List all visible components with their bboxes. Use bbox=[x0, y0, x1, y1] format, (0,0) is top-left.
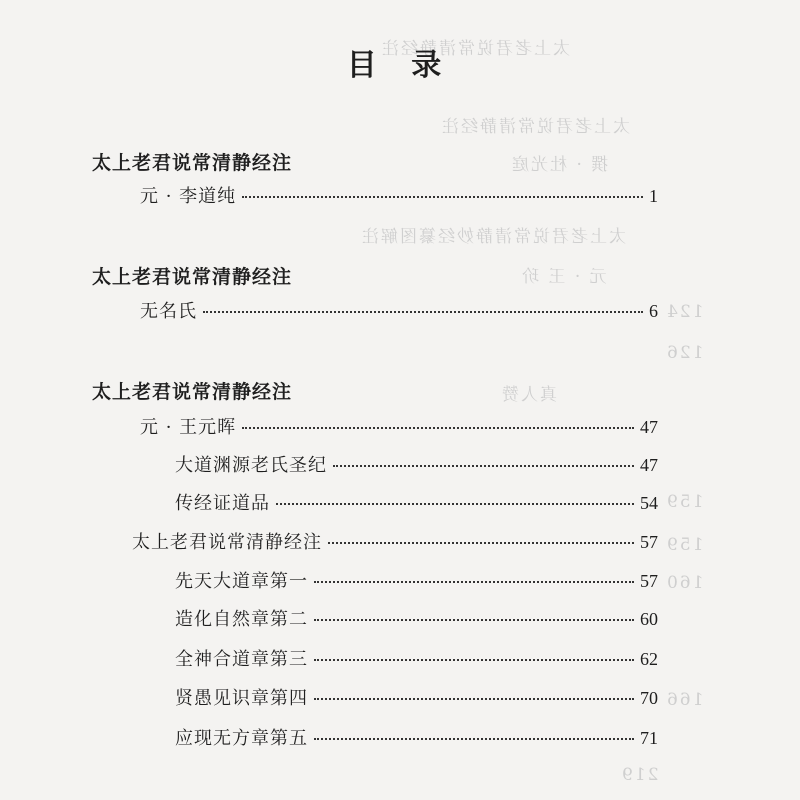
toc-entry[interactable] bbox=[132, 528, 658, 554]
toc-entry-label: 大道渊源老氏圣纪 bbox=[175, 455, 327, 476]
toc-entry[interactable] bbox=[175, 489, 658, 515]
section-heading: 太上老君说常清静经注 bbox=[92, 381, 293, 403]
bleed-through-text: 真人赞 bbox=[500, 385, 557, 405]
toc-entry[interactable] bbox=[175, 724, 658, 750]
dot-leader bbox=[314, 738, 634, 740]
toc-entry[interactable] bbox=[175, 605, 658, 631]
toc-entry[interactable] bbox=[175, 567, 658, 593]
toc-entry[interactable] bbox=[140, 182, 658, 208]
toc-entry[interactable] bbox=[175, 451, 658, 477]
toc-entry-label: 元 · 王元晖 bbox=[140, 417, 237, 438]
dot-leader bbox=[276, 503, 634, 505]
toc-entry-page: 57 bbox=[640, 571, 658, 591]
toc-entry-label: 传经证道品 bbox=[175, 493, 270, 514]
bleed-through-text: 126 bbox=[665, 343, 704, 363]
section-heading: 太上老君说常清静经注 bbox=[92, 266, 293, 288]
dot-leader bbox=[203, 311, 643, 313]
toc-entry[interactable] bbox=[140, 297, 658, 323]
bleed-through-text: 太上老君说常清静妙经纂图解注 bbox=[360, 227, 626, 247]
bleed-through-text: 124 bbox=[665, 302, 704, 322]
toc-entry[interactable] bbox=[175, 684, 658, 710]
bleed-through-text: 撰 · 杜光庭 bbox=[510, 155, 609, 175]
toc-entry-page: 60 bbox=[640, 609, 658, 629]
dot-leader bbox=[314, 659, 634, 661]
bleed-through-text: 太上老君说常清静经注 bbox=[440, 117, 630, 137]
toc-entry-page: 47 bbox=[640, 417, 658, 437]
toc-entry-page: 47 bbox=[640, 455, 658, 475]
toc-entry[interactable] bbox=[175, 645, 658, 671]
toc-entry-label: 贤愚见识章第四 bbox=[175, 688, 308, 709]
page-title: 目 录 bbox=[346, 48, 454, 83]
toc-entry-label: 造化自然章第二 bbox=[175, 609, 308, 630]
bleed-through-text: 159 bbox=[665, 492, 704, 512]
dot-leader bbox=[328, 542, 634, 544]
toc-entry-label: 太上老君说常清静经注 bbox=[132, 532, 322, 553]
bleed-through-text: 元 · 王 玠 bbox=[520, 267, 607, 287]
dot-leader bbox=[314, 581, 634, 583]
toc-entry[interactable] bbox=[140, 413, 658, 439]
dot-leader bbox=[314, 619, 634, 621]
toc-entry-label: 先天大道章第一 bbox=[175, 571, 308, 592]
section-heading: 太上老君说常清静经注 bbox=[92, 152, 293, 174]
toc-entry-page: 71 bbox=[640, 728, 658, 748]
toc-entry-page: 6 bbox=[649, 301, 658, 321]
toc-entry-label: 元 · 李道纯 bbox=[140, 186, 237, 207]
bleed-through-text: 159 bbox=[665, 535, 704, 555]
bleed-through-text: 219 bbox=[620, 765, 659, 785]
dot-leader bbox=[333, 465, 634, 467]
bleed-through-text: 太上老君说常清静经注 bbox=[380, 39, 570, 59]
toc-entry-page: 70 bbox=[640, 688, 658, 708]
toc-entry-page: 62 bbox=[640, 649, 658, 669]
dot-leader bbox=[242, 427, 634, 429]
toc-entry-page: 1 bbox=[649, 186, 658, 206]
dot-leader bbox=[242, 196, 643, 198]
bleed-through-text: 160 bbox=[665, 573, 704, 593]
toc-entry-page: 54 bbox=[640, 493, 658, 513]
dot-leader bbox=[314, 698, 634, 700]
bleed-through-text: 166 bbox=[665, 690, 704, 710]
toc-entry-label: 无名氏 bbox=[140, 301, 197, 322]
toc-entry-label: 全神合道章第三 bbox=[175, 649, 308, 670]
toc-entry-label: 应现无方章第五 bbox=[175, 728, 308, 749]
toc-entry-page: 57 bbox=[640, 532, 658, 552]
